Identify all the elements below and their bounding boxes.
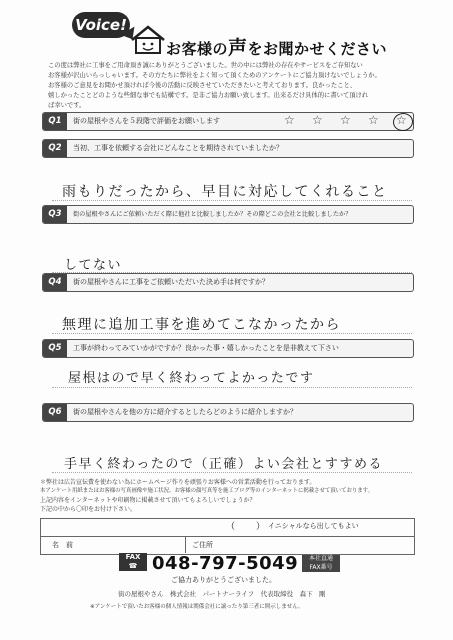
- thanks-text: ご協力ありがとうございました。: [171, 576, 276, 584]
- form-divider: [185, 536, 186, 553]
- company-line: 街の屋根やさん 株式会社 パートナーライフ 代表取締役 森下 剛: [118, 590, 326, 598]
- footnote-line: 本アンケート用紙またはお客様の写真画像や施工状況、お客様の顔写真等を施工ブログ等のインターネットに掲載させて頂いております。: [40, 488, 373, 494]
- answer-q5: 屋根はので早く終わってよかったです: [68, 371, 315, 386]
- answer-q3: してない: [64, 258, 123, 273]
- question-q3: Q3 街の屋根やさんにご依頼いただく際に他社と比較しましたか？その際どこの会社と比較しましたか？: [42, 205, 414, 224]
- name-field-label[interactable]: 名 前: [52, 541, 73, 549]
- question-q4: Q4 街の屋根やさんに工事をご依頼いただいた決め手は何ですか？: [42, 273, 414, 292]
- star-icon[interactable]: ☆: [368, 113, 379, 127]
- question-q5: Q5 工事が終わってみていかがですか？良かった事・嬉しかったことを是非教えて下さい: [42, 339, 414, 358]
- fax-number: 048-797-5049: [152, 553, 299, 574]
- answer-line: [52, 472, 412, 473]
- voice-badge: Voice!: [72, 12, 130, 38]
- question-q1: Q1 街の屋根やさんを５段階で評価をお願いします: [42, 112, 414, 131]
- intro-text: この度は弊社に工事をご用命頂き誠にありがとうございました。世の中には弊社の存在やサービスをご存知ない お客様が沢山いらっしゃいます。その方たちに弊社をよく知って頂くためのアンケートにご協力頂けないでしょうか。 お客様のご意見をお聞かせ頂ければ今後の活動に反映させていただきたいと考えております。良かったこと、 嬉しかったことどのような些細な事でも結構です。是非ご協力お願い致します。出来るだけ具体的に書いて頂けれ ば幸いです。: [48, 62, 381, 109]
- question-q6: Q6 街の屋根やさんを他の方に紹介するとしたらどのように紹介しますか？: [42, 403, 414, 422]
- fax-icon: FAX ☎: [119, 553, 147, 571]
- initial-option-label: イニシャルなら出してもよい: [268, 522, 359, 530]
- form-divider: [40, 536, 414, 537]
- question-q2: Q2 当初、工事を依頼する会社にどんなことを期待されていましたか？: [42, 139, 414, 158]
- star-icon[interactable]: ☆: [340, 113, 351, 127]
- answer-line: [52, 200, 412, 201]
- answer-line: [52, 333, 412, 334]
- star-icon[interactable]: ☆: [396, 113, 407, 127]
- footnote-line: ＊弊社は広告宣伝費を使わない為にホームページ作りを頑張りお客様への営業活動を行っております。: [40, 479, 316, 486]
- footnote-line: 下記の中から〇印をお付け下さい。: [40, 506, 137, 513]
- initial-circle-slot-close[interactable]: ）: [256, 522, 266, 532]
- answer-q4: 無理に追加工事を進めてこなかったから: [62, 317, 341, 333]
- answer-q2: 雨もりだったから、早目に対応してくれること: [62, 184, 388, 200]
- star-icon[interactable]: ☆: [284, 113, 295, 127]
- privacy-note: ※アンケートで頂いたお客様の個人情報は関係会社に譲ったり第三者に開示しません。: [90, 604, 304, 610]
- star-icon[interactable]: ☆: [312, 113, 323, 127]
- address-field-label[interactable]: ご住所: [192, 541, 213, 549]
- answer-q6: 手早く終わったので（正確）よい会社とすすめる: [64, 457, 384, 472]
- house-face-icon: [130, 25, 166, 55]
- page-title: お客様の声をお聞かせください: [166, 37, 388, 59]
- initial-circle-slot-open[interactable]: （: [226, 522, 236, 532]
- footnote-line: 上記内容をインターネットや印刷物に掲載させて頂いてもよろしいでしょうか？: [40, 497, 256, 504]
- fax-tag: 本社直通 FAX番号: [302, 555, 340, 572]
- answer-line: [52, 387, 412, 388]
